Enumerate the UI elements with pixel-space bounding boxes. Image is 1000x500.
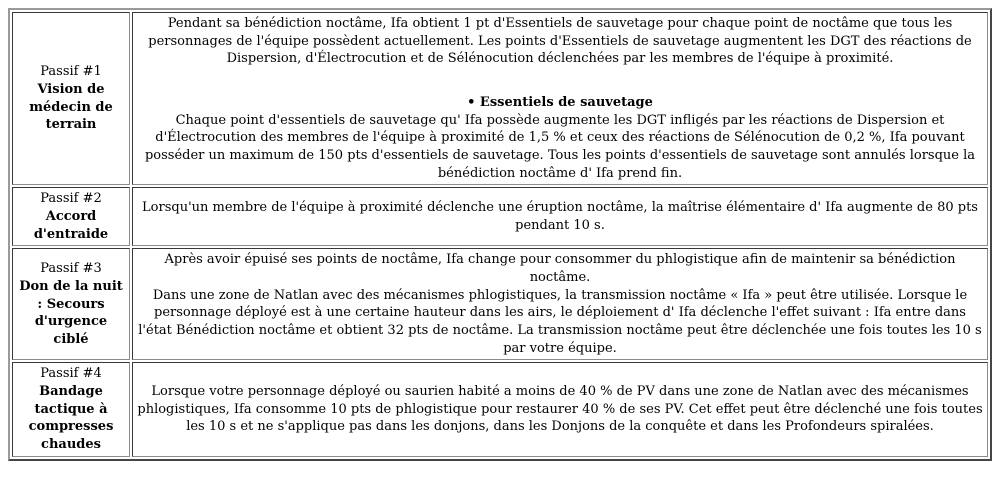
table-row-passif-2 <box>12 187 988 246</box>
passive-description-cell-3 <box>132 248 988 360</box>
passive-number: Passif #2 <box>40 191 102 207</box>
description-paragraph: Lorsqu'un membre de l'équipe à proximité déclenche une éruption noctâme, la maîtrise élémentaire d' Ifa augmente de 80 pts pendant 10 s. <box>142 200 978 233</box>
description-paragraph: Dans une zone de Natlan avec des mécanismes phlogistiques, la transmission noctâme « Ifa » peut être utilisée. Lorsque le personnage déployé est à une certaine hauteur dans les airs, le déploiement d' Ifa déclenche l'effet suivant : Ifa entre dans l'état Bénédiction noctâme et obtient 32 pts de noctâme. La transmission noctâme peut être déclenchée une fois toutes les 10 s par votre équipe. <box>138 287 982 356</box>
passive-description-cell-2 <box>132 187 988 246</box>
description-paragraph: Pendant sa bénédiction noctâme, Ifa obtient 1 pt d'Essentiels de sauvetage pour chaque point de noctâme que tous les personnages de l'équipe possèdent actuellement. Les points d'Essentiels de sauvetage augmentent les DGT des réactions de Dispersion, d'Électrocution et de Sélénocution déclenchées par les membres de l'équipe à proximité. <box>148 16 972 67</box>
passive-label-cell-4 <box>12 362 130 456</box>
passive-number: Passif #1 <box>40 64 102 80</box>
passive-name: Bandage tactique à compresses chaudes <box>28 384 114 453</box>
passives-table <box>8 8 992 461</box>
passive-number: Passif #3 <box>40 261 102 277</box>
passive-description-cell-1 <box>132 12 988 185</box>
passive-name: Vision de médecin de terrain <box>29 82 113 133</box>
passive-name: Don de la nuit : Secours d'urgence ciblé <box>19 278 123 347</box>
table-row-passif-3 <box>12 248 988 360</box>
table-row-passif-1 <box>12 12 988 185</box>
description-paragraph: Lorsque votre personnage déployé ou saurien habité a moins de 40 % de PV dans une zone de Natlan avec des mécanismes phlogistiques, Ifa consomme 10 pts de phlogistique pour restaurer 40 % de ses PV. Cet effet peut être déclenché une fois toutes les 10 s et ne s'applique pas dans les donjons, dans les Donjons de la conquête et dans les Profondeurs spiralées. <box>137 384 983 435</box>
passive-name: Accord d'entraide <box>33 209 109 242</box>
description-paragraph: Après avoir épuisé ses points de noctâme, Ifa change pour consommer du phlogistique afin de maintenir sa bénédiction noctâme. <box>164 252 956 286</box>
passive-label-cell-3 <box>12 248 130 360</box>
passive-description-cell-4 <box>132 362 988 456</box>
passive-number: Passif #4 <box>40 366 102 382</box>
passive-label-cell-1 <box>12 12 130 185</box>
description-paragraph: Chaque point d'essentiels de sauvetage qu' Ifa possède augmente les DGT infligés par les réactions de Dispersion et d'Électrocution des membres de l'équipe à proximité de 1,5 % et ceux des réactions de Sélénocution de 0,2 %, Ifa pouvant posséder un maximum de 150 pts d'essentiels de sauvetage. Tous les points d'essentiels de sauvetage sont annulés lorsque la bénédiction noctâme d' Ifa prend fin. <box>144 112 976 181</box>
bullet-heading: • Essentiels de sauvetage <box>467 95 653 111</box>
passive-label-cell-2 <box>12 187 130 246</box>
table-row-passif-4 <box>12 362 988 456</box>
